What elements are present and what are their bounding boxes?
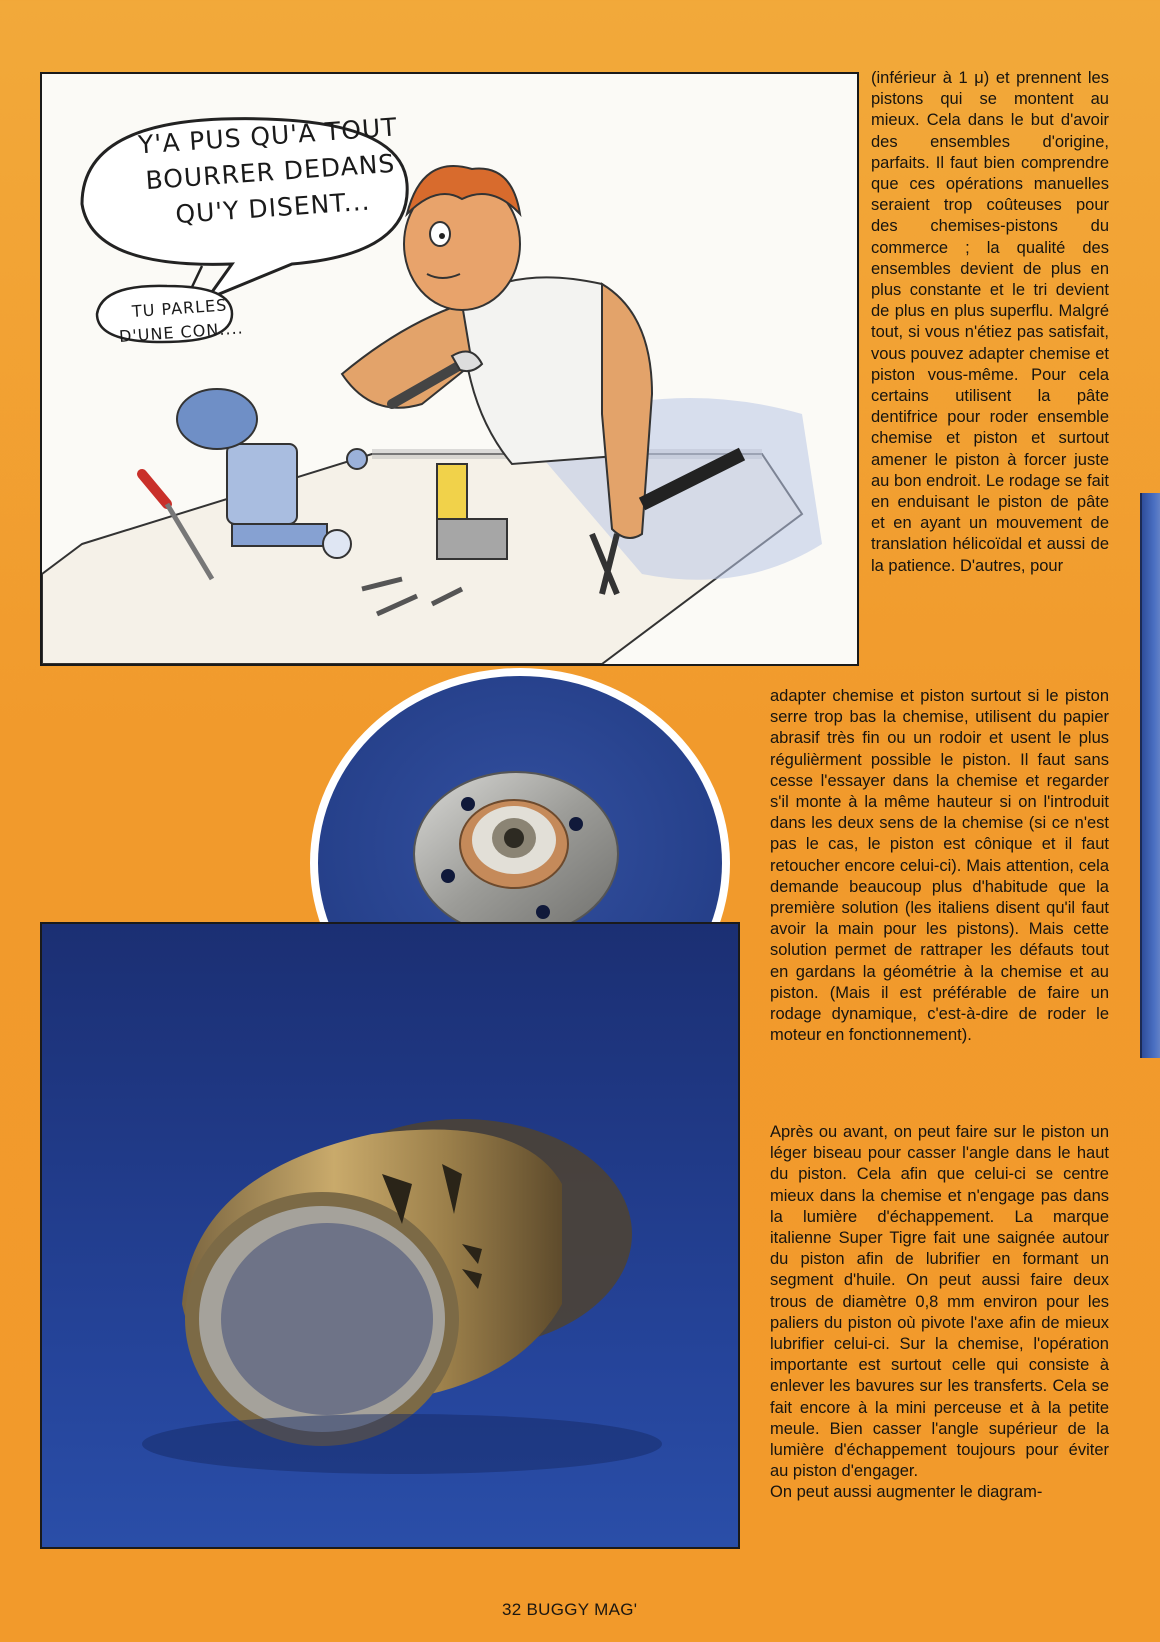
article-column-wide bbox=[770, 686, 1109, 1046]
article-paragraph: adapter chemise et piston surtout si le piston serre trop bas la chemise, utilisent du papier abrasif très fin ou un rodoir et usent le plus régulièrment possible le piston. Il faut sans cesse l'essayer dans la chemise et regarder s'il monte à la même hauteur si on l'introduit dans les deux sens de la chemise (si ce n'est pas le cas, le piston est cônique et il faut retoucher encore celui-ci). Mais attention, cela demande beaucoup plus d'habitude que la première solution (les italiens disent qu'il faut avoir la main pour les pistons). Mais cette solution permet de rattraper les défauts tout en gardans la géométrie à la chemise et au piston. (Mais il est préférable de faire un rodage dynamique, c'est-à-dire de roder le moteur en fonctionnement). bbox=[770, 687, 1109, 1045]
article-paragraph: Après ou avant, on peut faire sur le piston un léger biseau pour casser l'angle dans le haut du piston. Cela afin que celui-ci se centre mieux dans la chemise et n'engage pas dans la lumière d'échappement. La marque italienne Super Tigre fait une saignée autour du piston afin de lubrifier en formant un segment d'huile. On peut aussi faire deux trous de diamètre 0,8 mm environ pour les paliers du piston où pivote l'axe afin de mieux lubrifier celui-ci. Sur la chemise, l'opération importante est surtout celle qui consiste à enlever les bavures sur les transferts. Cela se fait encore à la mini perceuse et à la petite meule. Bien casser l'angle supérieur de la lumière d'échappement toujours pour éviter au piston d'engager. bbox=[770, 1123, 1109, 1481]
cylinder-sleeve-image bbox=[42, 924, 738, 1547]
article-column-top bbox=[871, 68, 1109, 577]
article-column-wide-2 bbox=[770, 1122, 1109, 1504]
cartoon-illustration bbox=[40, 72, 859, 666]
speech-bubble-main: Y'A PUS QU'A TOUT BOURRER DEDANS QU'Y DISENT... bbox=[137, 112, 399, 230]
article-paragraph: (inférieur à 1 μ) et prennent les pistons qui se montent au mieux. Cela dans le but d'avoir des ensembles d'origine, parfaits. Il faut bien comprendre que ces opérations manuelles seraient trop coûteuses pour des chemises-pistons du commerce ; la qualité des ensembles devient de plus en plus constante et le tri devient de plus en plus superflu. Malgré tout, si vous n'étiez pas satisfait, vous pouvez adapter chemise et piston vous-même. Pour cela certains utilisent la pâte dentifrice pour roder ensemble chemise et piston et surtout amener le piston à forcer juste au bon endroit. Le rodage se fait en enduisant le piston de pâte et en ayant un mouvement de translation hélicoïdal et aussi de la patience. D'autres, pour bbox=[871, 69, 1109, 575]
speech-bubble-reply: TU PARLES D'UNE CON.... bbox=[118, 295, 245, 347]
page-folio: 32 BUGGY MAG' bbox=[502, 1600, 638, 1619]
cylinder-sleeve-photo bbox=[40, 922, 740, 1549]
article-paragraph: On peut aussi augmenter le diagram- bbox=[770, 1483, 1043, 1502]
adjacent-page-edge bbox=[1140, 493, 1160, 1058]
